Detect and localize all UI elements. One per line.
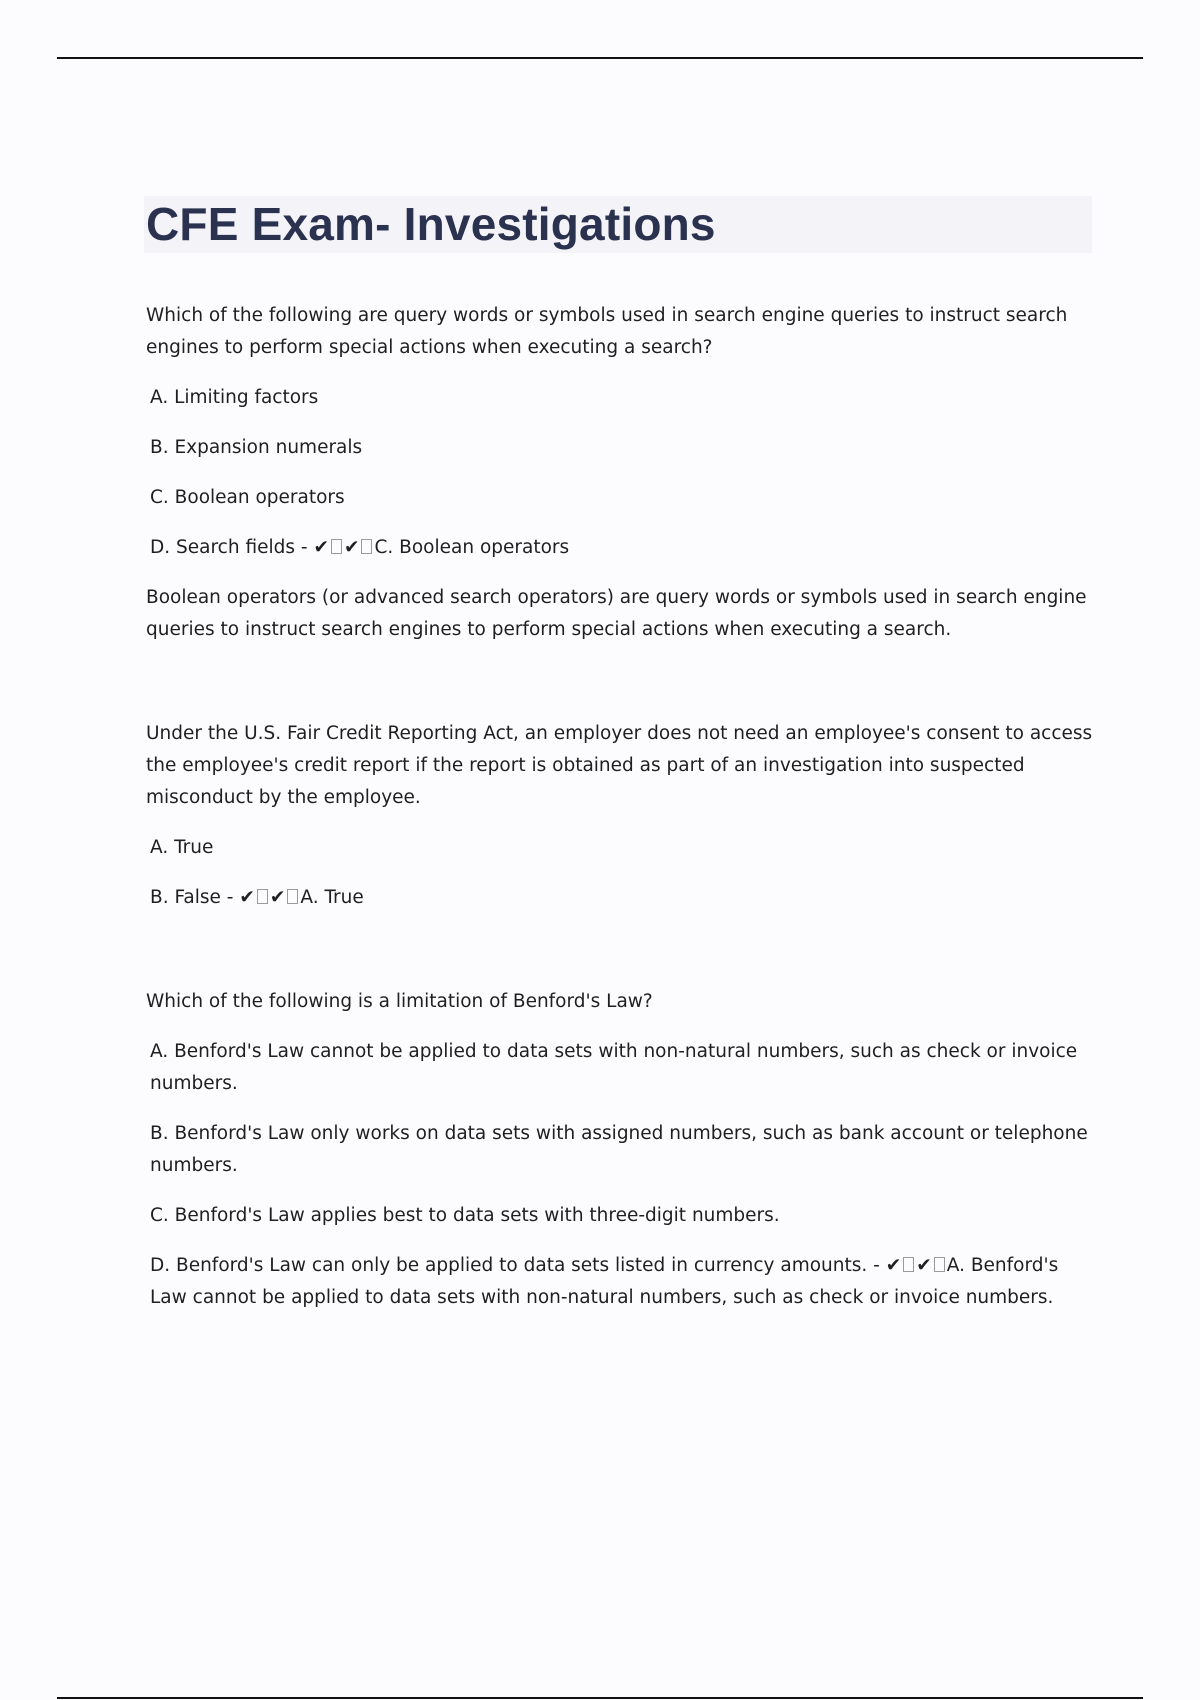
spacer xyxy=(146,664,1096,718)
document-body xyxy=(146,300,1096,1332)
answer-option: B. Benford's Law only works on data sets with assigned numbers, such as bank account or telephone numbers. xyxy=(150,1123,1088,1176)
answer-option-with-answer xyxy=(146,1250,1096,1314)
correct-answer: C. Boolean operators xyxy=(374,537,570,558)
document-title: CFE Exam- Investigations xyxy=(146,198,716,250)
check-mark-icon: ✔ xyxy=(313,537,329,558)
question-block xyxy=(146,718,1096,914)
top-rule xyxy=(57,57,1143,59)
answer-option: B. False - xyxy=(150,887,234,908)
box-icon xyxy=(934,1257,945,1272)
answer-option: A. True xyxy=(150,837,214,858)
spacer xyxy=(146,932,1096,986)
answer-option: C. Benford's Law applies best to data sets with three-digit numbers. xyxy=(150,1205,780,1226)
check-mark-icon: ✔ xyxy=(916,1255,932,1276)
check-mark-icon: ✔ xyxy=(343,537,360,558)
correct-answer: A. Benford's Law cannot be applied to data sets with non-natural numbers, such as check or invoice numbers. xyxy=(150,1255,1059,1308)
check-mark-icon: ✔ xyxy=(269,887,286,908)
bottom-rule xyxy=(57,1697,1143,1699)
question-text: Which of the following are query words or symbols used in search engine queries to instruct search engines to perform special actions when executing a search? xyxy=(146,305,1068,358)
answer-option: D. Search fields - xyxy=(150,537,308,558)
question-text: Which of the following is a limitation of Benford's Law? xyxy=(146,991,653,1012)
box-icon xyxy=(331,539,342,554)
box-icon xyxy=(361,539,372,554)
question-block xyxy=(146,300,1096,646)
answer-option: B. Expansion numerals xyxy=(150,437,363,458)
answer-option-with-answer xyxy=(146,882,1096,914)
check-mark-icon: ✔ xyxy=(885,1255,902,1276)
box-icon xyxy=(287,889,298,904)
question-block xyxy=(146,986,1096,1314)
answer-option: C. Boolean operators xyxy=(150,487,345,508)
answer-explanation: Boolean operators (or advanced search operators) are query words or symbols used in search engine queries to instruct search engines to perform special actions when executing a search. xyxy=(146,587,1087,640)
box-icon xyxy=(257,889,268,904)
correct-answer: A. True xyxy=(300,887,364,908)
question-text: Under the U.S. Fair Credit Reporting Act, an employer does not need an employee's consent to access the employee's credit report if the report is obtained as part of an investigation into suspected misconduct by the employee. xyxy=(146,723,1093,808)
answer-option: A. Benford's Law cannot be applied to data sets with non-natural numbers, such as check or invoice numbers. xyxy=(150,1041,1078,1094)
box-icon xyxy=(903,1257,914,1272)
answer-option: D. Benford's Law can only be applied to data sets listed in currency amounts. - xyxy=(150,1255,880,1276)
check-mark-icon: ✔ xyxy=(239,887,255,908)
answer-option: A. Limiting factors xyxy=(150,387,319,408)
answer-option-with-answer xyxy=(146,532,1096,564)
